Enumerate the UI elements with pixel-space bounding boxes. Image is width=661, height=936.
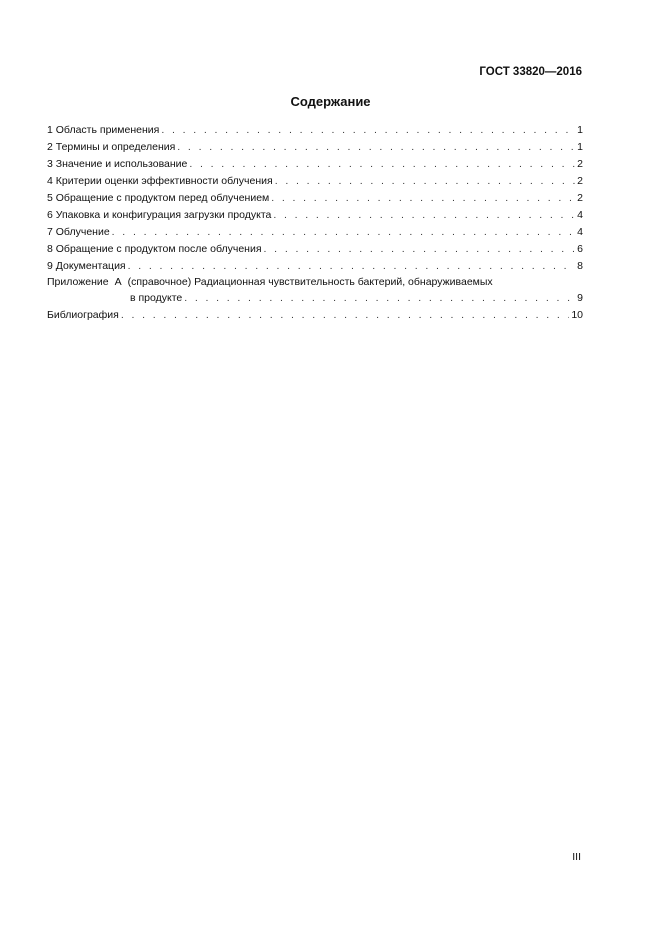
toc-entry-label: 1 Область применения bbox=[47, 124, 160, 136]
toc-leader-dots bbox=[273, 207, 575, 224]
toc-entry-8[interactable] bbox=[47, 241, 583, 258]
toc-entry-page: 10 bbox=[571, 309, 583, 321]
appendix-title-line1: (справочное) Радиационная чувствительность бактерий, обнаруживаемых bbox=[127, 276, 493, 288]
toc-leader-dots bbox=[121, 307, 569, 324]
appendix-letter: А bbox=[114, 276, 122, 288]
toc-entry-page: 4 bbox=[577, 209, 583, 221]
toc-leader-dots bbox=[271, 190, 575, 207]
toc-leader-dots bbox=[264, 241, 576, 258]
toc-leader-dots bbox=[184, 290, 575, 307]
toc-entry-6[interactable] bbox=[47, 207, 583, 224]
toc-entry-label: Библиография bbox=[47, 309, 119, 321]
toc-leader-dots bbox=[189, 156, 575, 173]
page-number: III bbox=[572, 851, 581, 863]
toc-entry-page: 9 bbox=[577, 292, 583, 304]
toc-entry-2[interactable] bbox=[47, 139, 583, 156]
toc-leader-dots bbox=[161, 122, 575, 139]
toc-entry-label: 7 Облучение bbox=[47, 226, 110, 238]
appendix-word: Приложение bbox=[47, 276, 109, 288]
toc-entry-page: 6 bbox=[577, 243, 583, 255]
toc-entry-appendix-a[interactable] bbox=[47, 275, 583, 307]
toc-entry-label: 2 Термины и определения bbox=[47, 141, 176, 153]
toc-leader-dots bbox=[128, 258, 576, 275]
toc-entry-page: 2 bbox=[577, 175, 583, 187]
toc-entry-page: 2 bbox=[577, 158, 583, 170]
toc-entry-3[interactable] bbox=[47, 156, 583, 173]
toc-entry-label: 8 Обращение с продуктом после облучения bbox=[47, 243, 262, 255]
toc-entry-label: 3 Значение и использование bbox=[47, 158, 188, 170]
toc-entry-page: 2 bbox=[577, 192, 583, 204]
toc-entry-5[interactable] bbox=[47, 190, 583, 207]
toc-entry-bibliography[interactable] bbox=[47, 307, 583, 324]
toc-entry-1[interactable] bbox=[47, 122, 583, 139]
toc-entry-label: 9 Документация bbox=[47, 260, 126, 272]
appendix-title-line2: в продукте bbox=[130, 292, 183, 304]
toc-entry-4[interactable] bbox=[47, 173, 583, 190]
toc-entry-page: 4 bbox=[577, 226, 583, 238]
doc-code: ГОСТ 33820—2016 bbox=[479, 66, 582, 78]
toc-leader-dots bbox=[275, 173, 575, 190]
toc-entry-label: 4 Критерии оценки эффективности облучения bbox=[47, 175, 273, 187]
appendix-heading-line bbox=[47, 275, 583, 290]
toc-entry-7[interactable] bbox=[47, 224, 583, 241]
toc-leader-dots bbox=[177, 139, 575, 156]
toc-entry-page: 1 bbox=[577, 124, 583, 136]
toc-entry-label: 6 Упаковка и конфигурация загрузки продукта bbox=[47, 209, 272, 221]
toc-entry-label: 5 Обращение с продуктом перед облучением bbox=[47, 192, 270, 204]
toc-entry-page: 8 bbox=[577, 260, 583, 272]
toc-leader-dots bbox=[112, 224, 575, 241]
table-of-contents bbox=[47, 122, 583, 324]
appendix-title-line2-row bbox=[47, 290, 583, 307]
toc-title: Содержание bbox=[290, 94, 371, 109]
toc-entry-page: 1 bbox=[577, 141, 583, 153]
toc-entry-9[interactable] bbox=[47, 258, 583, 275]
